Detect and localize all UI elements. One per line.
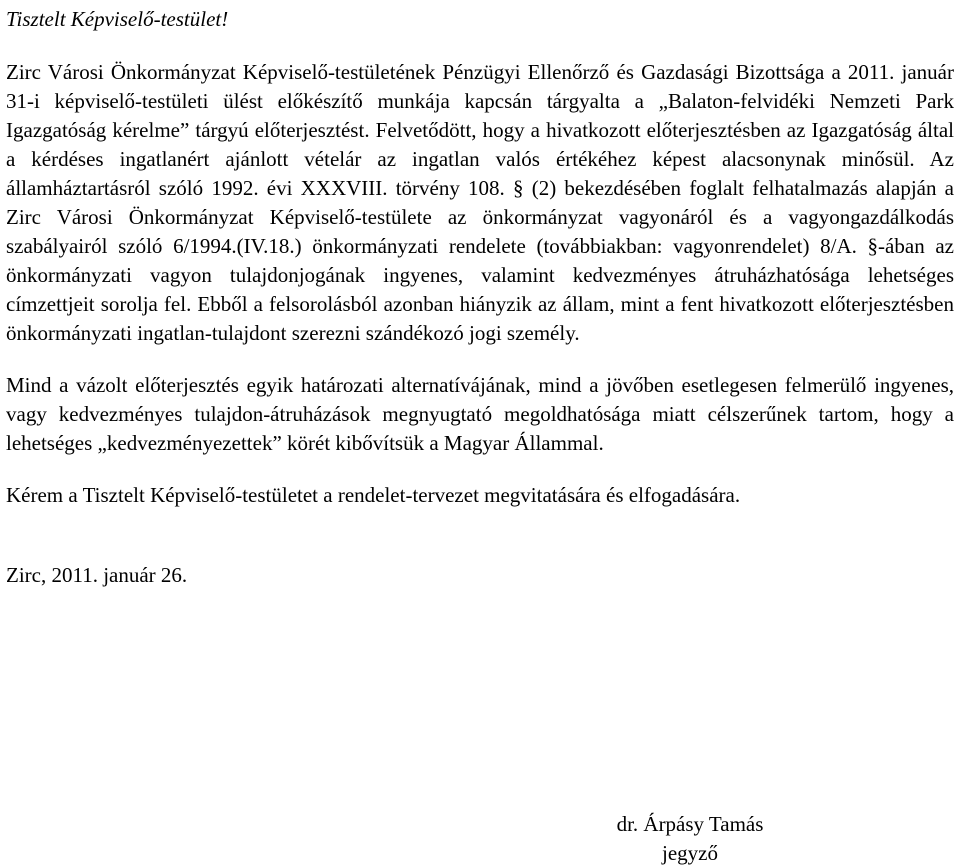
salutation: Tisztelt Képviselő-testület! xyxy=(6,7,229,31)
paragraph-request: Kérem a Tisztelt Képviselő-testületet a rendelet-tervezet megvitatására és elfogadására. xyxy=(6,483,741,507)
paragraph-committee-review: Zirc Városi Önkormányzat Képviselő-testületének Pénzügyi Ellenőrző és Gazdasági Bizottsága a 2011. január 31-i képviselő-testületi ülést előkészítő munkája kapcsán tárgyalta a „Balaton-felvidéki Nemzeti Park Igazgatóság kérelme” tárgyú előterjesztést. Felvetődött, hogy a hivatkozott előterjesztésben az Igazgatóság által a kérdéses ingatlanért ajánlott vételár az ingatlan valós értékéhez képest alacsonynak minősül. Az államháztartásról szóló 1992. évi XXXVIII. törvény 108. § (2) bekezdésében foglalt felhatalmazás alapján a Zirc Városi Önkormányzat Képviselő-testülete az önkormányzat vagyonáról és a vagyongazdálkodás szabályairól szóló 6/1994.(IV.18.) önkormányzati rendelete (továbbiakban: vagyonrendelet) 8/A. §-ában az önkormányzati vagyon tulajdonjogának ingyenes, valamint kedvezményes átruházhatósága lehetséges címzettjeit sorolja fel. Ebből a felsorolásból azonban hiányzik az állam, mint a fent hivatkozott előterjesztésben önkormányzati ingatlan-tulajdont szerezni szándékozó jogi személy. xyxy=(6,60,954,345)
date-line: Zirc, 2011. január 26. xyxy=(6,563,188,587)
letter-body xyxy=(6,0,954,590)
paragraph-proposal: Mind a vázolt előterjesztés egyik határozati alternatívájának, mind a jövőben esetlegesen felmerülő ingyenes, vagy kedvezményes tulajdon-átruházások megnyugtató megoldhatósága miatt célszerűnek tartom, hogy a lehetséges „kedvezményezettek” körét kibővítsük a Magyar Állammal. xyxy=(6,373,954,455)
signature-name: dr. Árpásy Tamás xyxy=(616,812,764,836)
signature-block xyxy=(575,810,805,868)
signature-title: jegyző xyxy=(662,841,718,865)
